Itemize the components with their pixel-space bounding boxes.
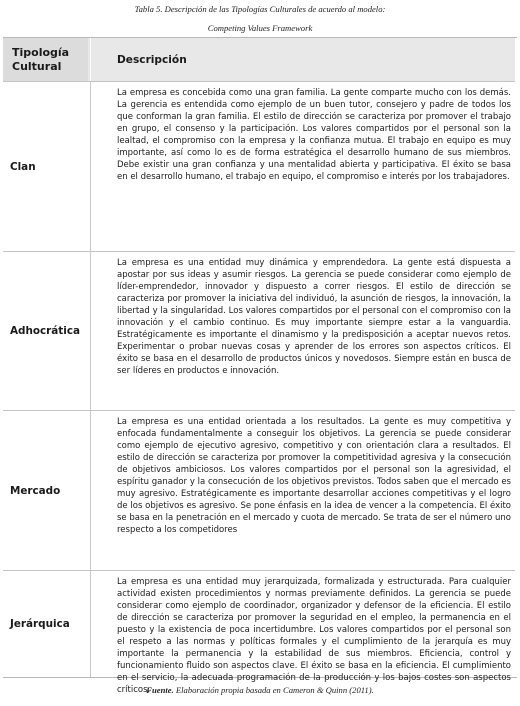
description-text: La empresa es una entidad orientada a los resultados. La gente es muy competitiva y enfocada fundamentalmente a conseguir los objetivos. La gerencia se puede considerar como ejemplo de ejecutivo agresivo, competitivo y con orientación clara a resultados. El estilo de dirección se caracteriza por promover la competitividad agresiva y la consecución de objetivos ambiciosos. Los valores compartidos por el personal son la agresividad, el espíritu ganador y la consecución de los objetivos previstos. Todos saben que el mercado es muy agresivo. Estratégicamente es importante desarrollar acciones competitivas y el logro de los objetivos es agresivo. Se pone énfasis en la idea de vencer a la competencia. El éxito se basa en la penetración en el mercado y cuota de mercado. Se trata de ser el número uno respecto a los competidores <box>117 417 511 535</box>
table-caption: Tabla 5. Descripción de las Tipologías Culturales de acuerdo al modelo: <box>134 4 386 14</box>
source-footnote <box>0 685 520 695</box>
table-row-clan <box>3 81 515 251</box>
footnote-label: Fuente. <box>146 685 174 695</box>
description-cell <box>91 252 515 410</box>
typology-name: Adhocrática <box>10 325 81 337</box>
description-cell <box>91 411 515 570</box>
description-text: La empresa es concebida como una gran familia. La gente comparte mucho con los demás. La gerencia es entendida como ejemplo de un buen tutor, consejero y padre de todos los que conforman la gran familia. El estilo de dirección se caracteriza por promover el trabajo en grupo, el consenso y la participación. Los valores compartidos por el personal son la lealtad, el compromiso con la empresa y la confianza mutua. El trabajo en equipo es muy importante, así como lo es de forma estratégica el desarrollo humano de sus miembros. Debe existir una gran confianza y una mentalidad abierta y participativa. El éxito se basa en el desarrollo humano, el trabajo en equipo, el compromiso e interés por los trabajadores. <box>117 88 511 182</box>
typology-name: Clan <box>10 160 36 173</box>
footnote-text: Elaboración propia basada en Cameron & Quinn (2011). <box>173 685 374 695</box>
typology-name: Jerárquica <box>10 618 70 630</box>
typology-name: Mercado <box>10 484 61 497</box>
description-cell <box>91 82 515 251</box>
table-header-row <box>3 38 515 81</box>
description-text: La empresa es una entidad muy jerarquizada, formalizada y estructurada. Para cualquier actividad existen procedimientos y normas previamente definidos. La gerencia se puede considerar como ejemplo de coordinador, organizador y defensor de la eficiencia. El estilo de dirección se caracteriza por promover la seguridad en el empleo, la permanencia en el puesto y la existencia de poca incertidumbre. Los valores compartidos por el personal son el respeto a las normas y políticas formales y el cumplimiento de la jerarquía es muy importante la permanencia y la estabilidad de sus miembros. Eficiencia, control y funcionamiento fluido son aspectos clave. El éxito se basa en la eficiencia. El cumplimiento en el servicio, la adecuada programación de la producción y los bajos costes son aspectos críticos. <box>117 577 511 695</box>
table-caption-subtitle: Competing Values Framework <box>207 23 313 33</box>
table-row-adhocratica <box>3 251 515 410</box>
table-row-mercado <box>3 410 515 570</box>
description-text: La empresa es una entidad muy dinámica y emprendedora. La gente está dispuesta a apostar por sus ideas y asumir riesgos. La gerencia se puede considerar como ejemplo de líder-emprendedor, innovador y dispuesto a correr riesgos. El estilo de dirección se caracteriza por promover la iniciativa del individuó, la asunción de riesgos, la innovación, la libertad y la singularidad. Los valores compartidos por el personal con el compromiso con la innovación y el cambio continuo. Es muy importante siempre estar a la vanguardia. Estratégicamente es importante el dinamismo y la predisposición a aceptar nuevos retos. Experimentar o probar nuevas cosas y aprender de los errores son aspectos críticos. El éxito se basa en el desarrollo de productos únicos y novedosos. Siempre están en busca de ser líderes en productos e innovación. <box>117 258 511 376</box>
header-typology: Tipología Cultural <box>3 38 88 81</box>
header-description: Descripción <box>91 38 515 81</box>
